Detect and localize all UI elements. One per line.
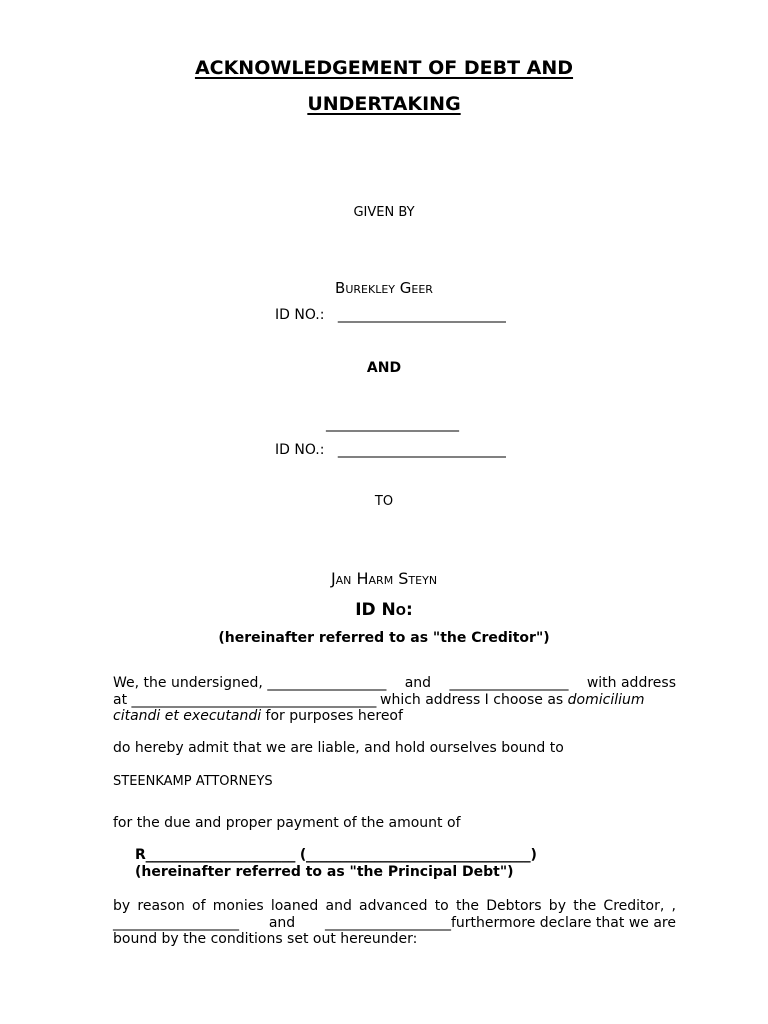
para1-and: and xyxy=(404,675,432,691)
principal-amount-field: R______________________ (_________________________________) xyxy=(135,847,537,863)
para1-choose: which address I choose as xyxy=(375,691,568,708)
creditor-referred-text: (hereinafter referred to as "the Creditor") xyxy=(218,630,550,646)
para1-citandi: citandi et executandi xyxy=(113,708,262,724)
principal-debt-referred: (hereinafter referred to as "the Principal Debt") xyxy=(135,864,514,880)
and-label: AND xyxy=(366,360,402,376)
document-title-line2: UNDERTAKING xyxy=(307,93,461,115)
debtor2-id-field: ________________________ xyxy=(337,442,506,458)
document-title-line1: ACKNOWLEDGEMENT OF DEBT AND xyxy=(194,57,574,79)
debtor-blank-1: __________________ xyxy=(113,914,239,931)
undersigned-blank-1: _________________ xyxy=(267,675,387,691)
debtor1-id-field: ________________________ xyxy=(337,307,506,323)
para4-line3: bound by the conditions set out hereunder: xyxy=(113,931,418,947)
para1-domicilium: domicilium xyxy=(567,691,645,708)
debtor2-id-row xyxy=(275,442,506,458)
para4-line1: by reason of monies loaned and advanced to the Debtors by the Creditor, , xyxy=(113,898,676,914)
undersigned-paragraph xyxy=(113,675,676,725)
creditor-name: Jan Harm Steyn xyxy=(330,569,438,588)
para4-and: and xyxy=(268,914,296,931)
para1-at: at xyxy=(113,691,132,708)
debtor2-id-label: ID NO.: xyxy=(275,442,325,458)
to-label: TO xyxy=(374,494,394,509)
monies-loaned-paragraph xyxy=(113,898,676,948)
debtor1-name: Burekley Geer xyxy=(335,279,433,297)
creditor-id-label: ID No: xyxy=(355,600,413,620)
para1-purposes: for purposes hereof xyxy=(261,708,403,724)
para1-text: We, the undersigned, xyxy=(113,675,268,691)
debtor1-id-label: ID NO.: xyxy=(275,307,325,323)
payment-amount-text: for the due and proper payment of the amount of xyxy=(113,815,461,831)
debtor1-id-row xyxy=(275,307,506,323)
para4-declare: furthermore declare that we are xyxy=(451,914,676,931)
debtor2-name-field: ___________________ xyxy=(326,416,459,432)
debtor-blank-2: __________________ xyxy=(325,914,451,931)
attorneys-name: STEENKAMP ATTORNEYS xyxy=(113,774,273,789)
admit-liability-text: do hereby admit that we are liable, and hold ourselves bound to xyxy=(113,740,564,756)
undersigned-blank-2: _________________ xyxy=(449,675,569,691)
address-blank: ________________________________________ xyxy=(131,691,376,708)
para1-with-address: with address xyxy=(586,675,676,691)
given-by-label: GIVEN BY xyxy=(353,205,415,220)
